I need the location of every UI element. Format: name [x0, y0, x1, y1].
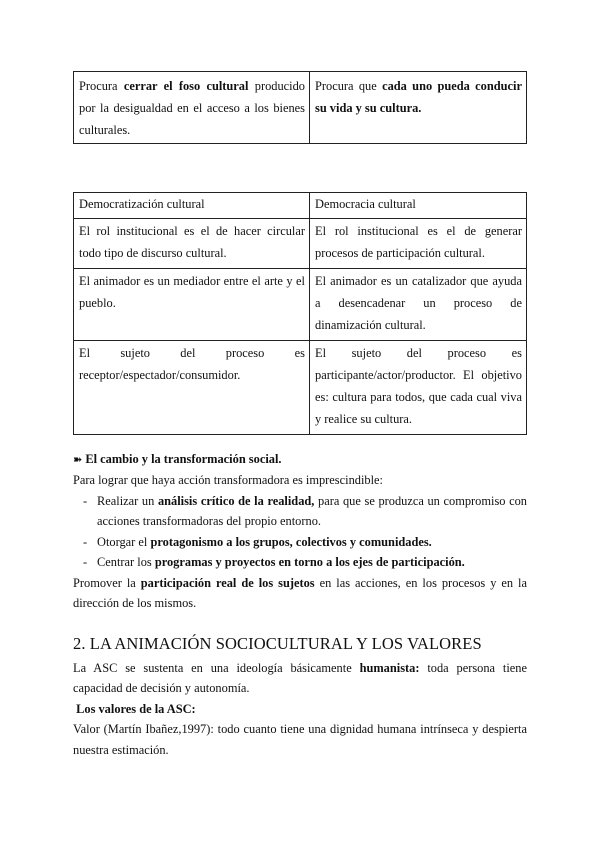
table-cell: El sujeto del proceso es participante/actor/productor. El objetivo es: cultura para todos, que cada cual viva y realice su cultura.	[310, 341, 527, 435]
section-title	[73, 449, 527, 470]
comparison-table-top	[73, 71, 527, 144]
paragraph-bold-text: humanista:	[359, 660, 420, 675]
list-text: Realizar un	[97, 493, 158, 508]
list-item	[73, 491, 527, 532]
bullet-list	[73, 491, 527, 573]
table-cell: El rol institucional es el de hacer circular todo tipo de discurso cultural.	[74, 219, 310, 269]
table-cell	[310, 72, 527, 144]
paragraph-text: La ASC se sustenta en una ideología básicamente	[73, 660, 360, 675]
table-row	[74, 269, 527, 341]
table-row	[74, 72, 527, 144]
dash-bullet: -	[83, 555, 88, 569]
document-page	[73, 70, 527, 760]
intro-paragraph: Para lograr que haya acción transformadora es imprescindible:	[73, 473, 383, 487]
list-text: Centrar los	[97, 555, 155, 569]
dash-bullet: -	[83, 534, 88, 549]
cell-text: Procura que	[315, 79, 383, 93]
comparison-table-democracy	[73, 192, 527, 435]
table-cell	[74, 72, 310, 144]
table-header-row	[74, 193, 527, 219]
table-row	[74, 219, 527, 269]
paragraph-text: en las acciones, en los procesos y en la dirección de los mismos.	[73, 575, 527, 610]
dash-bullet: -	[83, 493, 88, 508]
arrow-icon: ➽	[73, 454, 83, 466]
subheading-text: Los valores de la ASC:	[76, 701, 196, 716]
list-bold-text: programas y proyectos en torno a los ejes de participación.	[154, 555, 465, 569]
list-item	[73, 532, 527, 553]
paragraph-bold-text: participación real de los sujetos	[140, 575, 315, 590]
table-cell: El animador es un mediador entre el arte y el pueblo.	[74, 269, 310, 341]
paragraph-text: Promover la	[73, 575, 141, 590]
list-text: para que se produzca un compromiso con acciones transformadoras del propio entorno.	[97, 493, 527, 528]
table-cell: El animador es un catalizador que ayuda a desencadenar un proceso de dinamización cultural.	[310, 269, 527, 341]
section-title-text: El cambio y la transformación social.	[85, 452, 282, 466]
table-row	[74, 341, 527, 435]
cell-bold-text: cerrar el foso cultural	[123, 79, 249, 93]
list-text: Otorgar el	[97, 534, 151, 549]
cell-bold-text: cada uno pueda conducir su vida y su cultura.	[315, 79, 522, 115]
humanism-paragraph	[73, 658, 527, 699]
value-definition-paragraph: Valor (Martín Ibañez,1997): todo cuanto tiene una dignidad humana intrínseca y despierta nuestra estimación.	[73, 722, 527, 757]
cell-text: producido por la desigualdad en el acceso a los bienes culturales.	[79, 79, 305, 137]
list-item	[73, 552, 527, 573]
list-bold-text: análisis crítico de la realidad,	[157, 493, 315, 508]
header-cell: Democratización cultural	[74, 193, 310, 219]
cell-text: Procura	[79, 79, 124, 93]
paragraph-text: toda persona tiene capacidad de decisión y autonomía.	[73, 660, 527, 695]
table-cell: El rol institucional es el de generar procesos de participación cultural.	[310, 219, 527, 269]
subheading	[73, 699, 527, 720]
section-heading: 2. LA ANIMACIÓN SOCIOCULTURAL Y LOS VALORES	[73, 633, 482, 653]
closing-paragraph	[73, 573, 527, 614]
table-cell: El sujeto del proceso es receptor/espectador/consumidor.	[74, 341, 310, 435]
header-cell: Democracia cultural	[310, 193, 527, 219]
list-bold-text: protagonismo a los grupos, colectivos y comunidades.	[150, 534, 432, 549]
